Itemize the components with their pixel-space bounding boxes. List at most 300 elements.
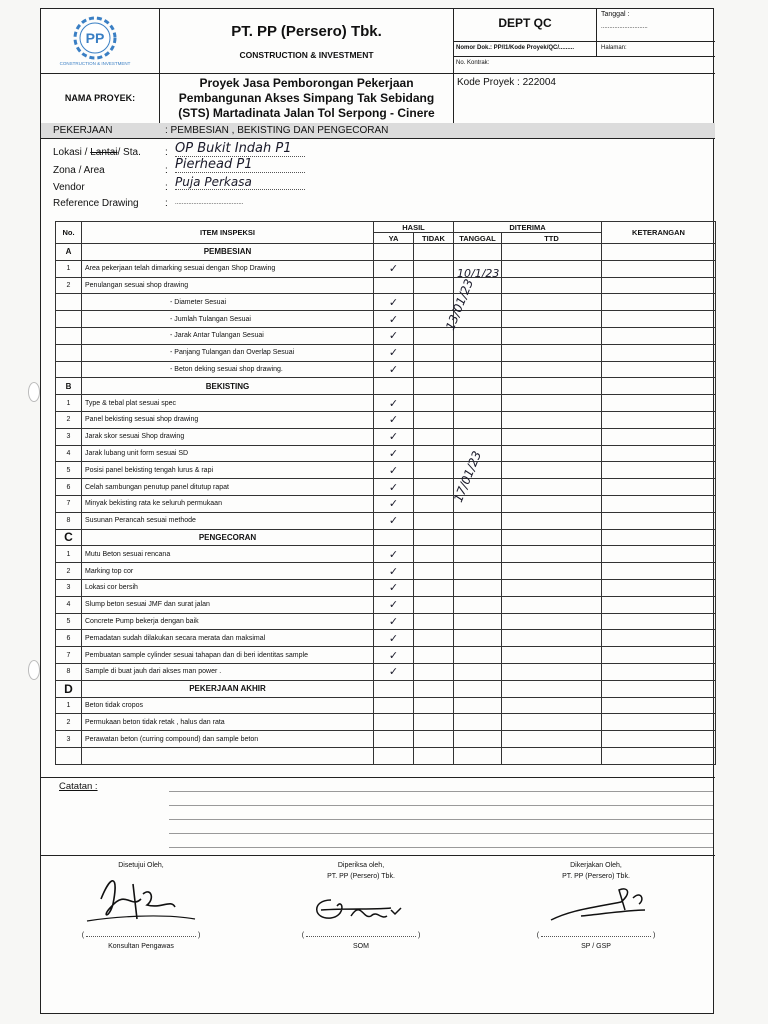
nomor-dok: Nomor Dok.: PP/I1/Kode Proyek/QC/......... bbox=[456, 45, 575, 51]
empty-cell bbox=[454, 411, 502, 428]
col-tanggal: TANGGAL bbox=[454, 233, 502, 244]
empty-cell bbox=[602, 747, 716, 764]
row-ya-check: ✓ bbox=[374, 596, 414, 613]
empty-cell bbox=[602, 395, 716, 412]
row-ya-check: ✓ bbox=[374, 630, 414, 647]
signature-consultant bbox=[71, 862, 211, 952]
sig-bracket-open: ( bbox=[536, 932, 540, 939]
row-ya-check: ✓ bbox=[374, 647, 414, 664]
empty-cell bbox=[414, 395, 454, 412]
empty-cell bbox=[602, 260, 716, 277]
row-ya-check bbox=[374, 277, 414, 294]
company-name: PT. PP (Persero) Tbk. bbox=[231, 23, 382, 40]
col-diterima: DITERIMA bbox=[454, 222, 602, 233]
empty-cell bbox=[502, 479, 602, 496]
sig-sp-title: Dikerjakan Oleh, bbox=[570, 862, 622, 869]
sig-som-org: PT. PP (Persero) Tbk. bbox=[327, 873, 395, 880]
sig-sp-org: PT. PP (Persero) Tbk. bbox=[562, 873, 630, 880]
signature-sp bbox=[521, 862, 671, 952]
signature-sp-mark bbox=[521, 880, 671, 928]
vendor-value: Puja Perkasa bbox=[175, 175, 305, 190]
empty-cell bbox=[602, 294, 716, 311]
row-no: 5 bbox=[56, 613, 82, 630]
row-ya-check: ✓ bbox=[374, 344, 414, 361]
no-kontrak-label: No. Kontrak: bbox=[456, 60, 490, 66]
empty-cell bbox=[454, 546, 502, 563]
empty-cell bbox=[414, 663, 454, 680]
lokasi-label: Lokasi / Lantai/ Sta. bbox=[53, 147, 141, 158]
empty-cell bbox=[414, 563, 454, 580]
row-item: - Jumlah Tulangan Sesuai bbox=[82, 311, 374, 328]
date-a-group: 13/01/23 bbox=[443, 277, 477, 333]
empty-cell bbox=[414, 579, 454, 596]
empty-cell bbox=[602, 344, 716, 361]
kode-proyek: Kode Proyek : 222004 bbox=[457, 77, 556, 88]
row-ya-check: ✓ bbox=[374, 428, 414, 445]
empty-cell bbox=[502, 327, 602, 344]
empty-cell bbox=[414, 411, 454, 428]
table-row bbox=[56, 596, 716, 613]
empty-cell bbox=[414, 596, 454, 613]
empty-cell bbox=[502, 563, 602, 580]
empty-cell bbox=[602, 714, 716, 731]
row-no: 2 bbox=[56, 411, 82, 428]
empty-cell bbox=[602, 311, 716, 328]
section-row bbox=[56, 378, 716, 395]
table-row bbox=[56, 697, 716, 714]
row-ya-check: ✓ bbox=[374, 546, 414, 563]
empty-cell bbox=[502, 428, 602, 445]
empty-cell bbox=[602, 428, 716, 445]
table-row bbox=[56, 411, 716, 428]
row-no: 2 bbox=[56, 714, 82, 731]
halaman-label: Halaman: bbox=[601, 45, 627, 51]
row-no: 3 bbox=[56, 428, 82, 445]
empty-cell bbox=[454, 579, 502, 596]
catatan-line bbox=[169, 791, 713, 792]
empty-cell bbox=[602, 697, 716, 714]
row-no: 1 bbox=[56, 395, 82, 412]
row-no bbox=[56, 344, 82, 361]
empty-cell bbox=[454, 630, 502, 647]
row-no: 4 bbox=[56, 596, 82, 613]
table-row bbox=[56, 647, 716, 664]
row-item: Celah sambungan penutup panel ditutup rapat bbox=[82, 479, 374, 496]
empty-cell bbox=[502, 260, 602, 277]
row-ya-check: ✓ bbox=[374, 462, 414, 479]
nomor-dok-cell bbox=[453, 41, 596, 56]
project-name-cell bbox=[159, 73, 453, 123]
empty-cell bbox=[454, 714, 502, 731]
tanggal-label: Tanggal : bbox=[601, 11, 630, 18]
catatan-label: Catatan : bbox=[59, 781, 98, 792]
row-no: 3 bbox=[56, 579, 82, 596]
section-row bbox=[56, 680, 716, 697]
table-row bbox=[56, 344, 716, 361]
empty-cell bbox=[502, 512, 602, 529]
empty-cell bbox=[502, 445, 602, 462]
row-no: 7 bbox=[56, 495, 82, 512]
empty-cell bbox=[454, 512, 502, 529]
date-b-group: 17/01/23 bbox=[451, 449, 485, 505]
empty-cell bbox=[602, 277, 716, 294]
empty-cell bbox=[56, 747, 82, 764]
empty-cell bbox=[454, 529, 502, 546]
empty-cell bbox=[602, 378, 716, 395]
table-row bbox=[56, 260, 716, 277]
empty-cell bbox=[602, 327, 716, 344]
empty-cell bbox=[454, 663, 502, 680]
row-no: 3 bbox=[56, 731, 82, 748]
project-name-line2: Pembangunan Akses Simpang Tak Sebidang bbox=[178, 91, 435, 105]
signature-som-mark bbox=[291, 880, 431, 928]
sig-consultant-title: Disetujui Oleh, bbox=[118, 862, 164, 869]
row-item: - Diameter Sesuai bbox=[82, 294, 374, 311]
row-no: 2 bbox=[56, 277, 82, 294]
empty-cell bbox=[602, 579, 716, 596]
sig-som-title: Diperiksa oleh, bbox=[337, 862, 385, 869]
ref-drawing-label: Reference Drawing bbox=[53, 198, 139, 209]
row-ya-check: ✓ bbox=[374, 311, 414, 328]
section-title: PEMBESIAN bbox=[82, 244, 374, 261]
table-row bbox=[56, 277, 716, 294]
qc-inspection-form bbox=[40, 8, 714, 1014]
row-ya-check: ✓ bbox=[374, 663, 414, 680]
catatan-line bbox=[169, 833, 713, 834]
empty-cell bbox=[414, 361, 454, 378]
empty-cell bbox=[414, 294, 454, 311]
empty-cell bbox=[454, 563, 502, 580]
sig-consultant-name bbox=[86, 936, 196, 937]
row-no: 4 bbox=[56, 445, 82, 462]
empty-cell bbox=[374, 244, 414, 261]
empty-cell bbox=[502, 361, 602, 378]
row-item: - Panjang Tulangan dan Overlap Sesuai bbox=[82, 344, 374, 361]
catatan-line bbox=[169, 819, 713, 820]
logo-area bbox=[41, 9, 159, 73]
empty-cell bbox=[454, 344, 502, 361]
empty-cell bbox=[602, 529, 716, 546]
project-name-line1: Proyek Jasa Pemborongan Pekerjaan bbox=[199, 76, 414, 90]
sig-bracket-open: ( bbox=[301, 932, 305, 939]
company-logo bbox=[41, 9, 159, 73]
empty-cell bbox=[454, 378, 502, 395]
project-name-line3: (STS) Martadinata Jalan Tol Serpong - Cinere bbox=[178, 106, 435, 120]
halaman-cell bbox=[596, 41, 715, 56]
row-item: Posisi panel bekisting tengah lurus & rapi bbox=[82, 462, 374, 479]
nama-proyek-label-cell bbox=[41, 73, 159, 123]
empty-cell bbox=[502, 731, 602, 748]
empty-cell bbox=[414, 260, 454, 277]
table-row bbox=[56, 579, 716, 596]
row-item: Minyak bekisting rata ke seluruh permukaan bbox=[82, 495, 374, 512]
empty-cell bbox=[454, 747, 502, 764]
tanggal-cell bbox=[596, 9, 715, 41]
row-item: Mutu Beton sesuai rencana bbox=[82, 546, 374, 563]
tanggal-dots: ............................ bbox=[601, 24, 648, 30]
row-ya-check: ✓ bbox=[374, 260, 414, 277]
empty-cell bbox=[502, 647, 602, 664]
empty-cell bbox=[374, 378, 414, 395]
table-row bbox=[56, 613, 716, 630]
signature-som bbox=[291, 862, 431, 952]
inspection-table bbox=[55, 221, 716, 765]
empty-cell bbox=[414, 697, 454, 714]
table-row bbox=[56, 428, 716, 445]
section-code: C bbox=[56, 529, 82, 546]
row-ya-check: ✓ bbox=[374, 361, 414, 378]
empty-cell bbox=[454, 613, 502, 630]
row-ya-check bbox=[374, 731, 414, 748]
empty-cell bbox=[602, 680, 716, 697]
row-ya-check bbox=[374, 697, 414, 714]
table-row bbox=[56, 395, 716, 412]
col-hasil: HASIL bbox=[374, 222, 454, 233]
table-row bbox=[56, 630, 716, 647]
sig-bracket-open: ( bbox=[81, 932, 85, 939]
table-row bbox=[56, 714, 716, 731]
zona-label: Zona / Area bbox=[53, 165, 105, 176]
table-row bbox=[56, 495, 716, 512]
empty-cell bbox=[414, 630, 454, 647]
table-row bbox=[56, 512, 716, 529]
empty-cell bbox=[454, 596, 502, 613]
empty-cell bbox=[414, 462, 454, 479]
row-no: 7 bbox=[56, 647, 82, 664]
row-item: Beton tidak cropos bbox=[82, 697, 374, 714]
empty-cell bbox=[374, 529, 414, 546]
sig-sp-name bbox=[541, 936, 651, 937]
dept-cell bbox=[453, 9, 596, 41]
company-title-block bbox=[159, 9, 453, 73]
col-ya: YA bbox=[374, 233, 414, 244]
row-item: Jarak lubang unit form sesuai SD bbox=[82, 445, 374, 462]
empty-cell bbox=[502, 596, 602, 613]
table-row bbox=[56, 361, 716, 378]
signature-consultant-mark bbox=[71, 869, 211, 927]
empty-cell bbox=[414, 512, 454, 529]
empty-cell bbox=[502, 714, 602, 731]
row-item: Slump beton sesuai JMF dan surat jalan bbox=[82, 596, 374, 613]
table-row bbox=[56, 663, 716, 680]
table-row bbox=[56, 311, 716, 328]
empty-cell bbox=[602, 596, 716, 613]
empty-cell bbox=[502, 663, 602, 680]
section-code: A bbox=[56, 244, 82, 261]
pekerjaan-label: PEKERJAAN bbox=[53, 125, 113, 136]
empty-cell bbox=[82, 747, 374, 764]
row-no: 1 bbox=[56, 546, 82, 563]
sig-bracket-close: ) bbox=[417, 932, 421, 939]
empty-cell bbox=[454, 697, 502, 714]
empty-cell bbox=[602, 361, 716, 378]
sig-sp-role: SP / GSP bbox=[581, 943, 611, 950]
row-ya-check: ✓ bbox=[374, 395, 414, 412]
row-no: 1 bbox=[56, 697, 82, 714]
empty-cell bbox=[602, 411, 716, 428]
row-item: Marking top cor bbox=[82, 563, 374, 580]
empty-cell bbox=[414, 495, 454, 512]
empty-cell bbox=[602, 647, 716, 664]
empty-cell bbox=[602, 244, 716, 261]
date-a1: 10/1/23 bbox=[457, 267, 500, 280]
empty-cell bbox=[414, 680, 454, 697]
row-item: Concrete Pump bekerja dengan baik bbox=[82, 613, 374, 630]
zona-colon: : bbox=[165, 165, 168, 176]
empty-cell bbox=[374, 747, 414, 764]
empty-cell bbox=[602, 630, 716, 647]
empty-cell bbox=[414, 327, 454, 344]
empty-cell bbox=[414, 244, 454, 261]
row-no: 6 bbox=[56, 630, 82, 647]
empty-cell bbox=[374, 680, 414, 697]
table-row bbox=[56, 546, 716, 563]
section-title: PEKERJAAN AKHIR bbox=[82, 680, 374, 697]
empty-cell bbox=[502, 411, 602, 428]
empty-cell bbox=[454, 395, 502, 412]
col-tidak: TIDAK bbox=[414, 233, 454, 244]
empty-cell bbox=[414, 747, 454, 764]
row-ya-check: ✓ bbox=[374, 327, 414, 344]
sig-som-name-line bbox=[306, 936, 416, 937]
row-ya-check: ✓ bbox=[374, 563, 414, 580]
empty-cell bbox=[414, 479, 454, 496]
empty-cell bbox=[602, 563, 716, 580]
pekerjaan-value: : PEMBESIAN , BEKISTING DAN PENGECORAN bbox=[165, 125, 389, 136]
row-no: 8 bbox=[56, 663, 82, 680]
row-ya-check: ✓ bbox=[374, 495, 414, 512]
empty-cell bbox=[414, 344, 454, 361]
empty-cell bbox=[602, 462, 716, 479]
empty-cell bbox=[454, 244, 502, 261]
empty-cell bbox=[414, 445, 454, 462]
row-item: Area pekerjaan telah dimarking sesuai dengan Shop Drawing bbox=[82, 260, 374, 277]
empty-cell bbox=[502, 630, 602, 647]
table-row bbox=[56, 731, 716, 748]
empty-cell bbox=[454, 428, 502, 445]
info-fields bbox=[41, 139, 715, 217]
no-kontrak-cell bbox=[453, 56, 715, 73]
empty-cell bbox=[502, 462, 602, 479]
col-keterangan: KETERANGAN bbox=[602, 222, 716, 244]
empty-cell bbox=[502, 747, 602, 764]
empty-cell bbox=[602, 479, 716, 496]
empty-cell bbox=[502, 311, 602, 328]
empty-cell bbox=[502, 294, 602, 311]
row-item: Panel bekisting sesuai shop drawing bbox=[82, 411, 374, 428]
company-tagline: CONSTRUCTION & INVESTMENT bbox=[239, 50, 374, 60]
empty-cell bbox=[602, 613, 716, 630]
row-no: 2 bbox=[56, 563, 82, 580]
section-code: D bbox=[56, 680, 82, 697]
catatan-line bbox=[169, 847, 713, 848]
row-item: Type & tebal plat sesuai spec bbox=[82, 395, 374, 412]
lokasi-value: OP Bukit Indah P1 bbox=[175, 141, 305, 157]
table-row bbox=[56, 479, 716, 496]
empty-cell bbox=[502, 680, 602, 697]
row-item: Susunan Perancah sesuai methode bbox=[82, 512, 374, 529]
row-ya-check: ✓ bbox=[374, 579, 414, 596]
row-no: 8 bbox=[56, 512, 82, 529]
sig-bracket-close: ) bbox=[197, 932, 201, 939]
table-row bbox=[56, 462, 716, 479]
nama-proyek-label: NAMA PROYEK: bbox=[64, 93, 136, 103]
empty-cell bbox=[414, 529, 454, 546]
section-title: BEKISTING bbox=[82, 378, 374, 395]
empty-cell bbox=[414, 647, 454, 664]
empty-cell bbox=[454, 731, 502, 748]
empty-cell bbox=[414, 277, 454, 294]
col-ttd: TTD bbox=[502, 233, 602, 244]
row-item: Perawatan beton (curring compound) dan sample beton bbox=[82, 731, 374, 748]
catatan-line bbox=[169, 805, 713, 806]
kode-proyek-cell bbox=[453, 73, 715, 123]
section-code: B bbox=[56, 378, 82, 395]
empty-cell bbox=[602, 512, 716, 529]
ref-drawing-value: ......................................... bbox=[175, 200, 244, 206]
empty-cell bbox=[414, 378, 454, 395]
vendor-colon: : bbox=[165, 182, 168, 193]
row-ya-check: ✓ bbox=[374, 411, 414, 428]
empty-cell bbox=[602, 495, 716, 512]
vendor-label: Vendor bbox=[53, 182, 85, 193]
row-item: Sample di buat jauh dari akses man power . bbox=[82, 663, 374, 680]
empty-cell bbox=[414, 546, 454, 563]
blank-row bbox=[56, 747, 716, 764]
section-title: PENGECORAN bbox=[82, 529, 374, 546]
row-no: 6 bbox=[56, 479, 82, 496]
section-row bbox=[56, 244, 716, 261]
row-item: Jarak skor sesuai Shop drawing bbox=[82, 428, 374, 445]
empty-cell bbox=[414, 613, 454, 630]
empty-cell bbox=[502, 378, 602, 395]
row-item: Pembuatan sample cylinder sesuai tahapan dan di beri identitas sample bbox=[82, 647, 374, 664]
row-ya-check bbox=[374, 714, 414, 731]
table-row bbox=[56, 445, 716, 462]
row-ya-check: ✓ bbox=[374, 479, 414, 496]
table-row bbox=[56, 563, 716, 580]
empty-cell bbox=[502, 344, 602, 361]
empty-cell bbox=[502, 697, 602, 714]
dept-label: DEPT QC bbox=[498, 16, 552, 30]
col-item: ITEM INSPEKSI bbox=[82, 222, 374, 244]
row-no bbox=[56, 294, 82, 311]
sig-som-role: SOM bbox=[353, 943, 369, 950]
ref-colon: : bbox=[165, 198, 168, 209]
row-item: Lokasi cor bersih bbox=[82, 579, 374, 596]
empty-cell bbox=[502, 579, 602, 596]
table-row bbox=[56, 294, 716, 311]
empty-cell bbox=[454, 361, 502, 378]
row-no: 5 bbox=[56, 462, 82, 479]
pekerjaan-bar bbox=[41, 123, 715, 139]
empty-cell bbox=[502, 395, 602, 412]
empty-cell bbox=[602, 445, 716, 462]
empty-cell bbox=[454, 327, 502, 344]
zona-value: Pierhead P1 bbox=[175, 157, 305, 173]
row-item: Penulangan sesuai shop drawing bbox=[82, 277, 374, 294]
row-item: - Jarak Antar Tulangan Sesuai bbox=[82, 327, 374, 344]
punch-hole-top bbox=[28, 382, 40, 402]
row-ya-check: ✓ bbox=[374, 294, 414, 311]
empty-cell bbox=[414, 731, 454, 748]
empty-cell bbox=[414, 428, 454, 445]
row-ya-check: ✓ bbox=[374, 512, 414, 529]
table-row bbox=[56, 327, 716, 344]
lokasi-colon: : bbox=[165, 147, 168, 158]
empty-cell bbox=[502, 495, 602, 512]
empty-cell bbox=[414, 714, 454, 731]
